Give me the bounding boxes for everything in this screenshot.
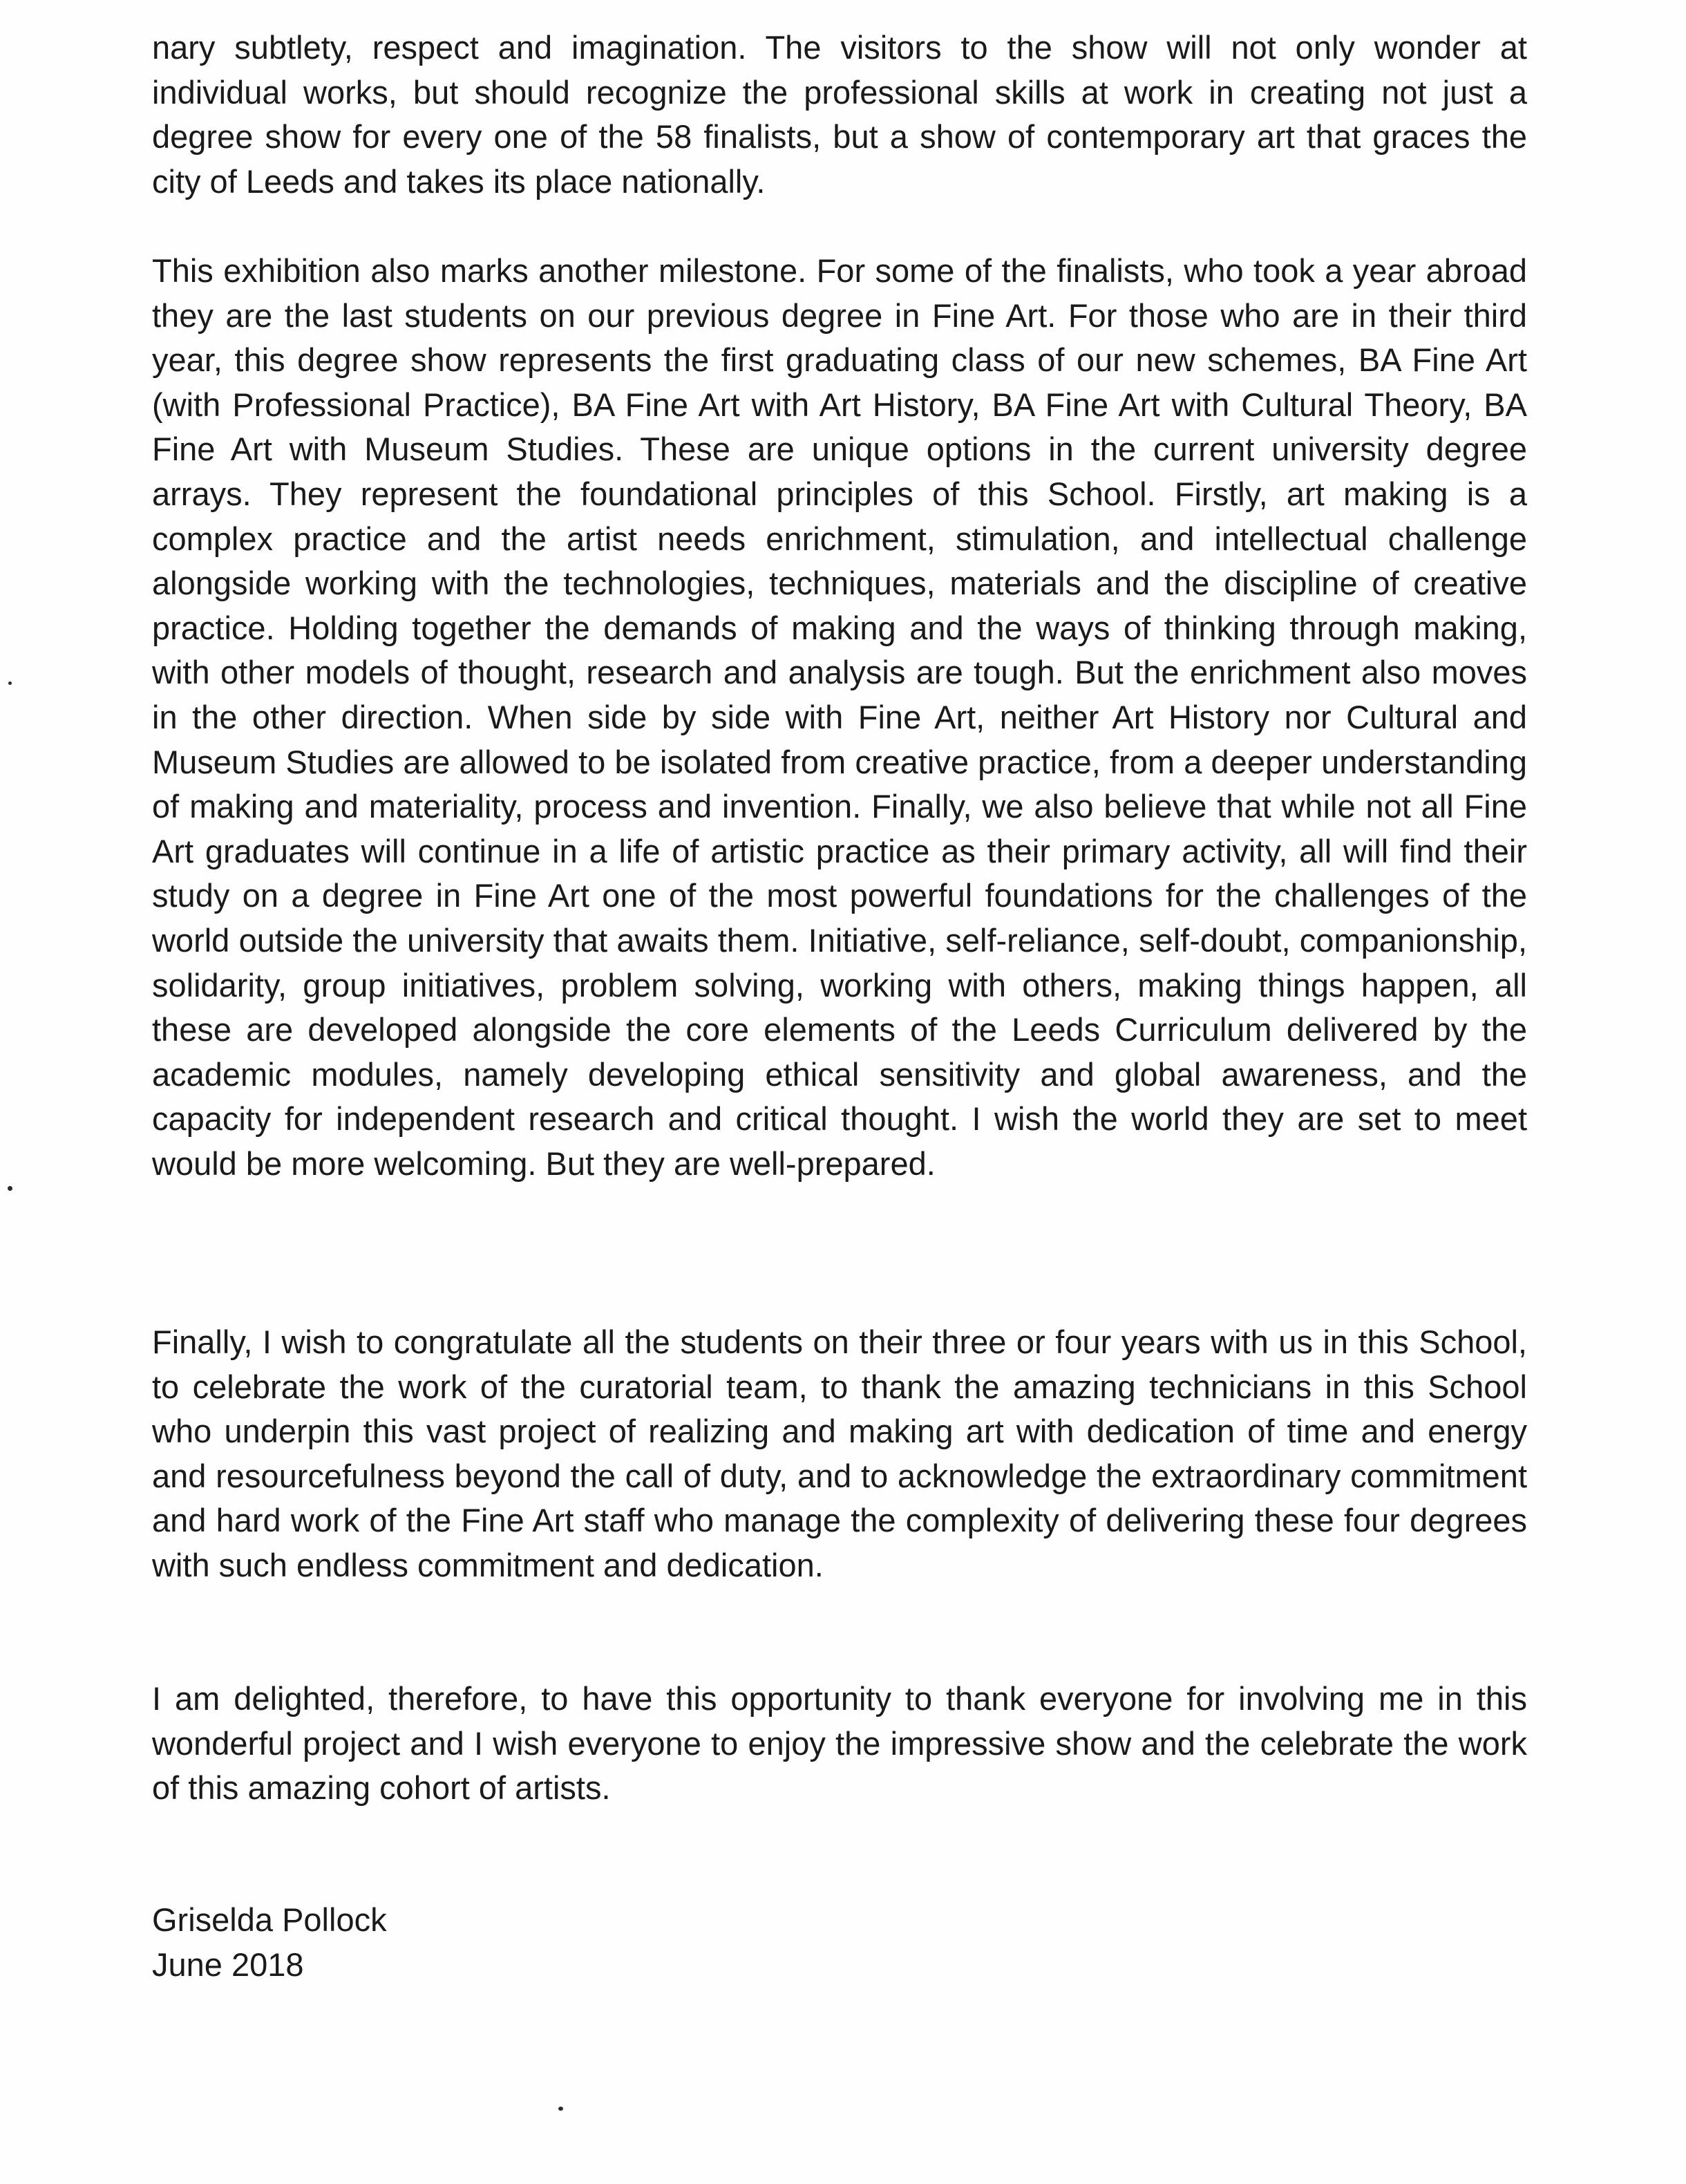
paragraph-4: I am delighted, therefore, to have this opportunity to thank everyone for involving me in this wonderful project and I wish everyone to enjoy the impressive show and the celebrate the work of this amazing cohort of artists.: [152, 1680, 1527, 1807]
scan-speck: [8, 681, 12, 685]
paragraph-3: Finally, I wish to congratulate all the students on their three or four years with us in this School, to celebrate the work of the curatorial team, to thank the amazing technicians in this School who underpin this vast project of realizing and making art with dedication of time and energy and resourcefulness beyond the call of duty, and to acknowledge the extraordinary commitment and hard work of the Fine Art staff who manage the complexity of delivering these four degrees with such endless commitment and dedication.: [152, 1324, 1527, 1583]
scan-speck: [558, 2107, 563, 2111]
scan-speck: [8, 1186, 12, 1191]
paragraph-1: nary subtlety, respect and imagination. The visitors to the show will not only wonder at individual works, but should recognize the professional skills at work in creating not just a degree show for every one of the 58 finalists, but a show of contemporary art that graces the city of Leeds and takes its place nationally.: [152, 29, 1527, 200]
paragraph-2: This exhibition also marks another milestone. For some of the finalists, who took a year abroad they are the last students on our previous degree in Fine Art. For those who are in their third year, this degree show represents the first graduating class of our new schemes, BA Fine Art (with Professional Practice), BA Fine Art with Art History, BA Fine Art with Cultural Theory, BA Fine Art with Museum Studies. These are unique options in the current university degree arrays. They represent the foundational principles of this School. Firstly, art making is a complex practice and the artist needs enrichment, stimulation, and intellectual challenge alongside working with the technologies, techniques, materials and the discipline of creative practice. Holding together the demands of making and the ways of thinking through making, with other models of thought, research and analysis are tough. But the enrichment also moves in the other direction. When side by side with Fine Art, neither Art History nor Cultural and Museum Studies are allowed to be isolated from creative practice, from a deeper understanding of making and materiality, process and invention. Finally, we also believe that while not all Fine Art graduates will continue in a life of artistic practice as their primary activity, all will find their study on a degree in Fine Art one of the most powerful foundations for the challenges of the world outside the university that awaits them. Initiative, self-reliance, self-doubt, companionship, solidarity, group initiatives, problem solving, working with others, making things happen, all these are developed alongside the core elements of the Leeds Curriculum delivered by the academic modules, namely developing ethical sensitivity and global awareness, and the capacity for independent research and critical thought. I wish the world they are set to meet would be more welcoming. But they are well-prepared.: [152, 252, 1527, 1182]
signature-name: Griselda Pollock: [152, 1901, 387, 1938]
signature-date: June 2018: [152, 1946, 304, 1983]
